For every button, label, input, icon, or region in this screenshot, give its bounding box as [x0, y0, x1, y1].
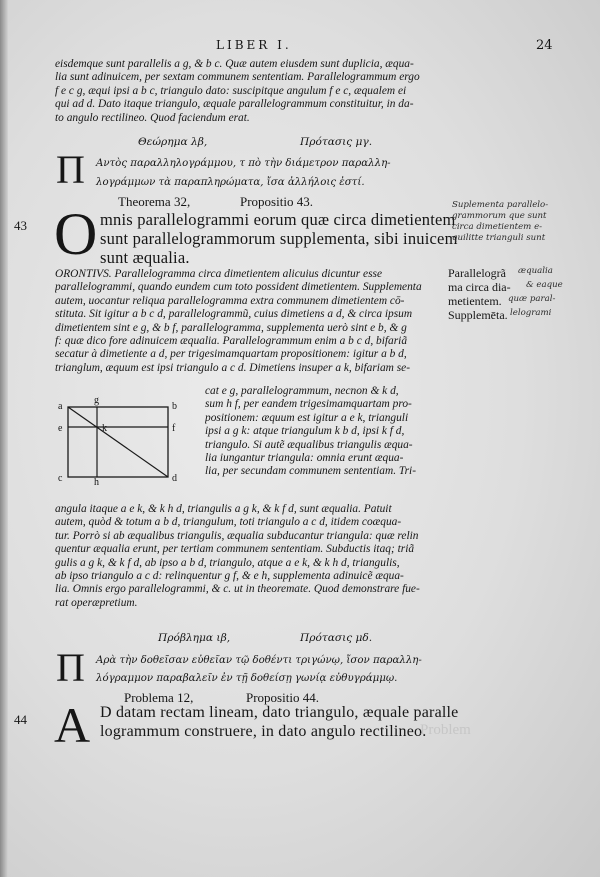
- figure-label: b: [172, 401, 177, 412]
- figure-label: d: [172, 473, 177, 484]
- theorem-label: Theorema 32,: [118, 194, 191, 209]
- text-line: qui ad d. Dato itaque triangulo, æquale parallelogrammum constituitur, in da-: [55, 98, 414, 111]
- text-line: to angulo rectilineo. Quod faciendum erat.: [55, 111, 250, 124]
- drop-cap-initial: O: [54, 201, 98, 267]
- text-line: ORONTIVS. Parallelogramma circa dimetientem alicuius dicuntur esse: [55, 268, 383, 280]
- greek-text-line: Αρὰ τὴν δοθεῖσαν εὐθεῖαν τῷ δοθέντι τριγώνῳ, ἴσον παραλλη-: [96, 655, 422, 666]
- figure-label: k: [102, 423, 107, 434]
- text-line: rat operæpretium.: [55, 596, 138, 609]
- text-line: positionem: æquum est igitur a e k, trianguli: [205, 411, 409, 424]
- greek-text-line: Αντὸς παραλληλογράμμου, τ πὸ τὴν διάμετρον παραλλη-: [96, 158, 391, 169]
- text-line: lia sunt adinuicem, per sextam communem sententiam. Parallelogrammum ergo: [55, 71, 420, 84]
- problem-label: Problema 12,: [124, 690, 194, 705]
- text-line: autem, quòd & totum a b d, triangulum, toti triangulo a c d, itidem coæqua-: [55, 516, 402, 529]
- text-line: lia iungantur triangula: omnia erunt æqua-: [205, 452, 404, 465]
- figure-diagonal: [68, 407, 168, 477]
- proposition-label: Propositio 43.: [240, 194, 313, 209]
- marginal-note-line: metientem.: [448, 294, 502, 308]
- text-line: tur. Porrò si ab æqualibus triangulis, æqualia subducantur triangula: quæ relin: [55, 529, 419, 542]
- text-line: f: quæ dico fore adinuicem æqualia. Parallelogrammum enim a b c d, bifariã: [55, 335, 408, 348]
- text-line: secatur à dimetiente a d, per trigesimamquartam propositionem: igitur a b d,: [55, 348, 407, 361]
- handwritten-annotation: quæ paral-: [508, 294, 556, 304]
- printed-marginal-note: [448, 266, 511, 322]
- greek-initial: Π: [56, 147, 85, 192]
- text-beside-figure: [205, 385, 441, 479]
- problem-text-line: logrammum construere, in dato angulo rectilineo.: [100, 723, 427, 740]
- annotation-line: quilitte trianguli sunt: [452, 233, 546, 243]
- figure-label: a: [58, 401, 63, 412]
- marginal-note-line: Parallelogrã: [448, 266, 506, 280]
- text-line: angula itaque a e k, & k h d, triangulis a g k, & k f d, sunt æqualia. Patuit: [55, 503, 392, 515]
- running-head-title: LIBER I.: [216, 38, 292, 52]
- text-line: trianglum, æquum est ipsi triangulo a c d. Dimetiens insuper a k, bifariam se-: [55, 361, 410, 374]
- text-line: stituta. Sit igitur a b c d, parallelogrammũ, cuius dimetiens a d, & circa ipsum: [55, 308, 413, 321]
- figure-label: f: [172, 423, 176, 434]
- text-line: triangulo. Si autẽ æqualibus triangulis æqua-: [205, 438, 413, 451]
- proposition-label: Propositio 44.: [246, 690, 319, 705]
- theorem-text-line: mnis parallelogrammi eorum quæ circa dimetientem: [100, 210, 456, 229]
- figure-label: g: [94, 395, 99, 406]
- drop-cap-initial: A: [54, 697, 91, 753]
- annotation-line: grammorum que sunt: [452, 211, 547, 221]
- bleed-through-text: Problem: [420, 722, 471, 738]
- text-line: sum h f, per eandem trigesimamquartam pro-: [205, 398, 412, 411]
- marginal-note-line: ma circa dia-: [448, 280, 511, 294]
- theorem-text-line: sunt parallelogrammorum supplementa, sibi inuicem: [100, 229, 458, 248]
- page-binding-shadow: [0, 0, 8, 877]
- handwritten-annotation: æqualia: [518, 266, 553, 276]
- commentary-paragraph: [55, 268, 441, 375]
- greek-text-line: λογράμμων τὰ παραπληρώματα, ἴσα ἀλλήλοις ἐστί.: [96, 177, 365, 188]
- text-line: ipsi a g k: atque triangulum k b d, ipsi k f d,: [205, 425, 405, 438]
- figure-label: c: [58, 473, 63, 484]
- greek-theorem-label: Θεώρημα λβ,: [138, 136, 208, 148]
- page-number: 24: [536, 38, 553, 53]
- greek-proposition-label: Πρότασις μδ.: [300, 632, 373, 644]
- parallelogram-figure: [50, 395, 190, 488]
- greek-text-line: λόγραμμον παραβαλεῖν ἐν τῇ δοθείσῃ γωνίᾳ εὐθυγράμμῳ.: [96, 673, 398, 684]
- text-after-figure: [55, 503, 441, 610]
- problem-text-line: D datam rectam lineam, dato triangulo, æquale paralle: [100, 704, 459, 721]
- text-line: cat e g, parallelogrammum, necnon & k d,: [205, 385, 399, 397]
- greek-initial: Π: [56, 645, 85, 690]
- text-line: parallelogrammi, quando eundem cum toto possident dimetientem. Supplementa: [55, 281, 422, 294]
- figure-drawing: [50, 399, 190, 487]
- figure-label: h: [94, 477, 99, 488]
- theorem-text-line: sunt æqualia.: [100, 248, 190, 267]
- margin-proposition-number: 43: [14, 218, 27, 233]
- greek-proposition-label: Πρότασις μγ.: [300, 136, 373, 148]
- text-line: quentur æqualia erunt, per tertiam communem sententiam. Subductis itaq; triã: [55, 543, 415, 556]
- text-line: autem, uocantur reliqua parallelogramma extra communem dimetientem cō-: [55, 294, 405, 307]
- handwritten-annotation: [452, 200, 548, 244]
- text-line: eisdemque sunt parallelis a g, & b c. Quæ autem eiusdem sunt duplicia, æqua-: [55, 58, 414, 70]
- top-paragraph: [55, 58, 441, 125]
- text-line: lia, per secundam communem sententiam. Tri-: [205, 465, 417, 478]
- text-line: f e c g, æqui ipsi a b c, triangulo dato: suscipitque angulum f e c, æqualem ei: [55, 84, 407, 97]
- annotation-line: circa dimetientem e-: [452, 222, 543, 232]
- greek-problem-label: Πρόβλημα ιβ,: [158, 632, 231, 644]
- text-line: dimetientem sint e g, & b f, parallelogramma, supplementa uerò sint e b, & g: [55, 321, 407, 334]
- text-line: lia. Omnis ergo parallelogrammi, & c. ut in theoremate. Quod demonstrare fue-: [55, 583, 420, 596]
- marginal-note-line: Supplemēta.: [448, 308, 508, 322]
- running-head: [0, 38, 600, 56]
- text-line: ab ipso triangulo a c d: relinquentur g f, & e h, supplementa adinuicẽ æqua-: [55, 570, 404, 583]
- annotation-line: Suplementa parallelo-: [452, 200, 549, 210]
- handwritten-annotation: & eaque: [526, 280, 563, 290]
- handwritten-annotation: lelogrami: [510, 308, 552, 318]
- text-line: gulis a g k, & k f d, ab ipso a b d, triangulo, atque a e k, & k h d, triangulis,: [55, 556, 400, 569]
- figure-label: e: [58, 423, 63, 434]
- margin-proposition-number: 44: [14, 712, 27, 727]
